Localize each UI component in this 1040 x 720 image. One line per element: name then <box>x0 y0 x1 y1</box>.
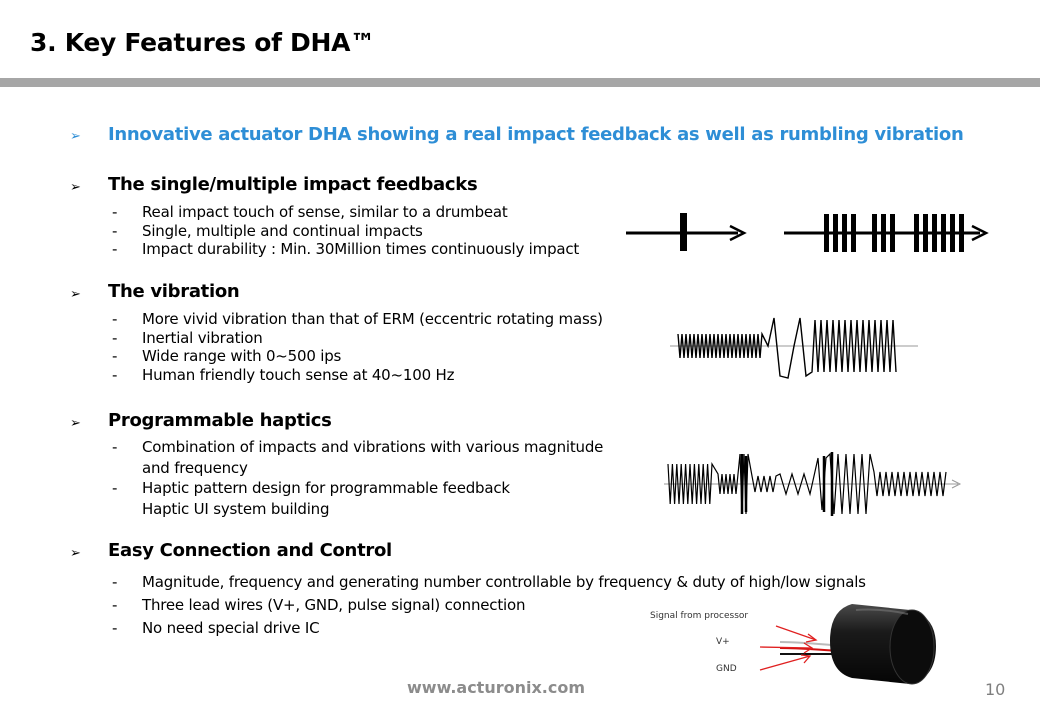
bullet-arrow-icon: ➢ <box>70 179 81 194</box>
list-item: - Inertial vibration <box>112 328 263 347</box>
bullet-arrow-icon: ➢ <box>70 415 81 430</box>
signal-label: Signal from processor <box>650 611 749 621</box>
list-item: - Haptic pattern design for programmable feedback <box>112 479 510 497</box>
intro-statement: Innovative actuator DHA showing a real impact feedback as well as rumbling vibration <box>108 124 964 145</box>
title-divider-bar <box>0 78 1040 87</box>
bullet-arrow-icon: ➢ <box>70 286 81 301</box>
list-item: - No need special drive IC <box>112 619 320 637</box>
list-item: - More vivid vibration than that of ERM (eccentric rotating mass) <box>112 310 603 328</box>
section-heading-vibration: The vibration <box>108 281 240 302</box>
programmable-haptics-waveform <box>664 446 964 522</box>
slide-title: 3. Key Features of DHA™ <box>30 28 375 57</box>
gnd-label: GND <box>716 664 737 674</box>
list-item: - Real impact touch of sense, similar to a drumbeat <box>112 203 508 221</box>
section-list-impact <box>112 203 579 259</box>
bullet-arrow-icon: ➢ <box>70 128 81 143</box>
list-item: - Wide range with 0~500 ips <box>112 347 342 365</box>
vplus-label: V+ <box>716 637 730 647</box>
section-list-programmable <box>112 437 603 519</box>
single-impact-diagram <box>622 210 752 254</box>
page-number: 10 <box>985 680 1006 699</box>
list-item: - Impact durability : Min. 30Million times continuously impact <box>112 240 580 258</box>
list-item: - Human friendly touch sense at 40~100 Hz <box>112 365 455 384</box>
bullet-arrow-icon: ➢ <box>70 545 81 560</box>
list-item: - Single, multiple and continual impacts <box>112 221 423 240</box>
section-list-vibration <box>112 310 603 384</box>
vibration-waveform <box>670 310 920 382</box>
list-item: - Magnitude, frequency and generating number controllable by frequency & duty of high/low signals <box>112 573 866 591</box>
section-heading-connection: Easy Connection and Control <box>108 540 392 561</box>
list-item: and frequency <box>142 458 248 477</box>
section-heading-impact: The single/multiple impact feedbacks <box>108 174 478 195</box>
multiple-impact-diagram <box>782 210 992 254</box>
dha-actuator-photo <box>760 596 945 688</box>
section-list-connection <box>112 571 866 640</box>
list-item: - Three lead wires (V+, GND, pulse signal) connection <box>112 596 526 614</box>
list-item: Haptic UI system building <box>142 499 330 518</box>
list-item: - Combination of impacts and vibrations with various magnitude <box>112 438 604 456</box>
footer-website: www.acturonix.com <box>407 678 586 697</box>
section-heading-programmable: Programmable haptics <box>108 410 332 431</box>
